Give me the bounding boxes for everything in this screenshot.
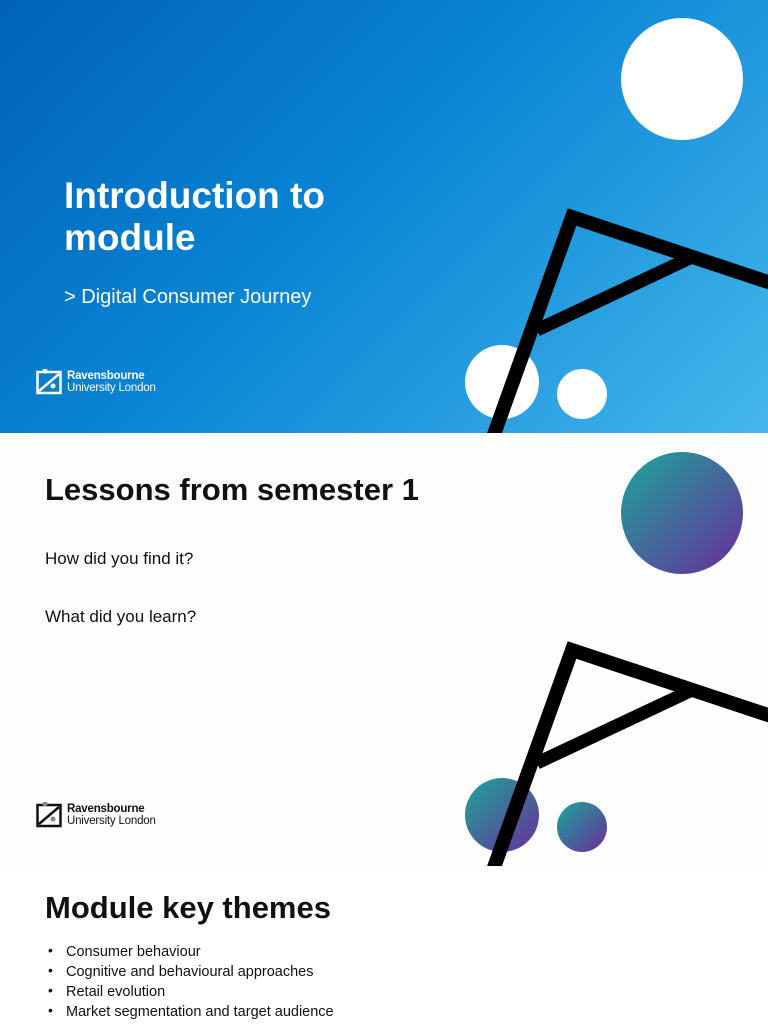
logo-name: Ravensbourne [67,370,145,382]
slide-intro [0,0,768,433]
ravensbourne-logo-icon [36,369,62,395]
logo-name: Ravensbourne [67,803,145,815]
themes-list [45,942,334,1022]
logo-subtitle: University London [67,815,156,827]
slide-lessons [0,433,768,866]
list-item: • Market segmentation and target audience [45,1002,334,1022]
slide-title: Lessons from semester 1 [45,472,419,507]
circle-small-decoration [557,802,607,852]
circle-large-decoration [621,18,743,140]
circle-large-decoration [621,452,743,574]
ravensbourne-logo-icon [36,802,62,828]
list-item: • Retail evolution [45,982,334,1002]
university-logo [36,369,156,395]
slide-key-themes [0,866,768,1024]
university-logo [36,802,156,828]
list-item: • Consumer behaviour [45,942,334,962]
list-item: • Cognitive and behavioural approaches [45,962,334,982]
question-text: What did you learn? [45,607,197,626]
circle-small-decoration [557,369,607,419]
slide-title: Introduction to module [64,175,325,258]
logo-subtitle: University London [67,382,156,394]
slide-title: Module key themes [45,890,331,925]
question-text: How did you find it? [45,549,194,568]
slide-subtitle: > Digital Consumer Journey [64,286,312,308]
